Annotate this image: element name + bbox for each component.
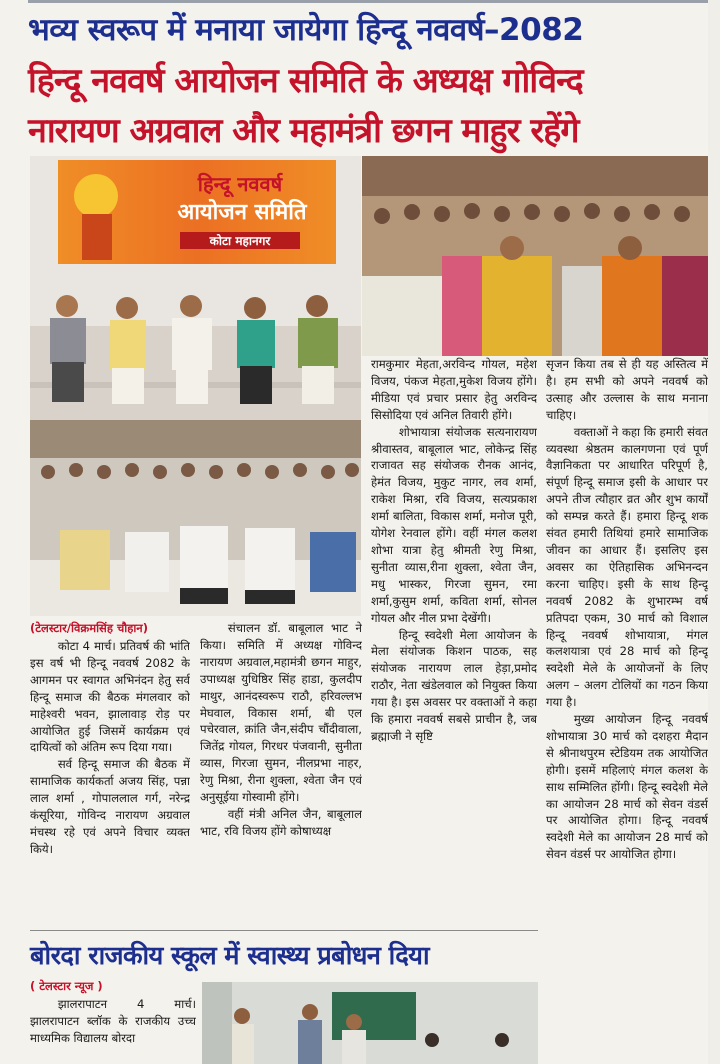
col1-para-1: कोटा 4 मार्च। प्रतिवर्ष की भांति इस वर्ष भी हिन्दू नववर्ष 2082 के आगमन पर स्वागत अभिनंदन हेतु सर्व हिन्दू समाज की बैठक मंगलवार को माहेश्वरी भवन, झालावाड़ रोड़ पर आयोजित हुई जिसमें कार्यक्रम एवं दायित्वों को अंतिम रूप दिया गया। xyxy=(30,639,190,755)
article-column-1 xyxy=(30,638,190,926)
col4-para-3: मुख्य आयोजन हिन्दू नववर्ष शोभायात्रा 30 मार्च को दशहरा मैदान से श्रीनाथपुरम स्टेडियम तक आयोजित होगी। इसमें महिलाएं मंगल कलश के साथ सम्मिलित होंगी। हिन्दू स्वदेशी मेले का आयोजन 28 मार्च को सेवन वंडर्स पर आयोजित होगा। हिन्दू नववर्ष स्वदेशी मेले का आयोजन 28 मार्च को सेवन वंडर्स पर आयोजित होगा। xyxy=(546,712,708,862)
banner-line1: हिन्दू नववर्ष xyxy=(197,172,283,196)
classroom-photo xyxy=(202,982,538,1064)
main-headline-line1: हिन्दू नववर्ष आयोजन समिति के अध्यक्ष गोविन्द xyxy=(28,61,583,101)
byline-text: (टेलस्टार/विक्रमसिंह चौहान) xyxy=(30,621,148,635)
classroom-photo-graphic xyxy=(202,982,538,1064)
audience-photo-women xyxy=(362,156,708,356)
col3-para-1: रामकुमार मेहता,अरविन्द गोयल, महेश विजय, पंकज मेहता,मुकेश विजय होंगे। मीडिया एवं प्रचार प्रसार हेतु अरविन्द सिसोदिया एवं अनिल तिवारी होंगे। xyxy=(371,357,537,422)
col4-para-1: सृजन किया तब से ही यह अस्तित्व में है। हम सभी को अपने नववर्ष को उत्साह और उल्लास के साथ मनाना चाहिए। xyxy=(546,357,708,422)
article-column-4 xyxy=(546,356,708,1056)
section-divider xyxy=(30,930,538,931)
banner-line3: कोटा महानगर xyxy=(180,232,300,249)
banner-line2: आयोजन समिति xyxy=(177,200,307,225)
audience-photo-women-graphic xyxy=(362,156,708,356)
col2-para-2: वहीं मंत्री अनिल जैन, बाबूलाल भाट, रवि विजय होंगे कोषाध्यक्ष xyxy=(200,806,362,838)
col3-para-2: शोभायात्रा संयोजक सत्यनारायण श्रीवास्तव, बाबूलाल भाट, लोकेन्द्र सिंह राजावत सह संयोजक रौनक आनंद, हेमंत विजय, मुकुट नागर, लव शर्मा, राकेश मिश्रा, रवि विजय, सत्यप्रकाश शर्मा बालिता, विकास शर्मा, मनोज पूरी, योगेश रेनवाल होंगे। वहीं मंगल कलश शोभा यात्रा हेतु श्रीमती रेणु मिश्रा, सुनीता व्यास,रीना शुक्ला, श्वेता जैन, मधु भास्कर, गिरजा सुमन, रमा शर्मा,कुसुम शर्मा, कविता शर्मा, सोनल गोयल और नील प्रभा देखेंगी। xyxy=(371,424,537,625)
kicker-headline: भव्य स्वरूप में मनाया जायेगा हिन्दू नववर्ष–2082 xyxy=(28,12,584,48)
audience-photo-men-graphic xyxy=(30,420,361,616)
main-headline-line2: नारायण अग्रवाल और महामंत्री छगन माहुर रहेंगे xyxy=(28,111,579,151)
article-column-2 xyxy=(200,620,362,926)
stage-photo xyxy=(30,156,361,420)
second-story-byline-text: ( टेलस्टार न्यूज ) xyxy=(30,979,103,993)
byline xyxy=(30,620,196,637)
second-story-byline xyxy=(30,978,196,995)
second-story-text xyxy=(30,996,196,1064)
adjacent-column-edge xyxy=(708,0,720,1064)
second-story-headline: बोरदा राजकीय स्कूल में स्वास्थ्य प्रबोधन दिया xyxy=(30,941,429,971)
article-column-3 xyxy=(371,356,537,926)
col2-para-1: संचालन डॉ. बाबूलाल भाट ने किया। समिति में अध्यक्ष गोविन्द नारायण अग्रवाल,महामंत्री छगन माहुर, उपाध्यक्ष युधिष्ठिर सिंह हाडा, कुलदीप माथुर, आनंदस्वरूप राठौ, हरिवल्लभ मेघवाल, विकास शर्मा, बी एल पचेरवाल, क्रांति जैन,संदीप चौंदीवाला, जितेंद्र गोयल, गिरधर पंजवानी, सुनीता व्यास, गिरजा सुमन, नीलप्रभा नाहर, रेणु मिश्रा, रीना शुक्ला, श्वेता जैन एवं अनुसूईया गोस्वामी होंगे। xyxy=(200,621,362,805)
col4-para-2: वक्ताओं ने कहा कि हमारी संवत व्यवस्था श्रेष्ठतम कालगणना एवं पूर्ण वैज्ञानिकता पर आधारित परिपूर्ण है, संपूर्ण हिन्दू समाज इसी के आधार पर अपने तीज त्यौहार व्रत और शुभ कार्यों को सम्पन्न करते हैं। हमारा हिन्दू शक संवत हमारी तिथियां हमारे सामाजिक जीवन का आधार हैं। इसलिए इस अवसर का ऐतिहासिक अभिनन्दन करना चाहिए। इसी के साथ हिन्दू नववर्ष 2082 के शुभारम्भ वर्ष प्रतिपदा एकम, 30 मार्च को विशाल हिन्दू नववर्ष शोभायात्रा, मंगल कलशयात्रा एवं 28 मार्च को हिन्दू स्वदेशी मेले के आयोजनों के लिए अलग – अलग टोलियों का गठन किया गया है। xyxy=(546,424,708,710)
audience-photo-men xyxy=(30,420,361,616)
col3-para-3: हिन्दू स्वदेशी मेला आयोजन के मेला संयोजक किशन पाठक, सह संयोजक नारायण लाल हेड़ा,प्रमोद राठौर, नेता खंडेलवाल को नियुक्त किया गया है। इस अवसर पर वक्ताओं ने कहा कि हमारा नववर्ष सबसे प्राचीन है, जब ब्रह्माजी ने सृष्टि xyxy=(371,627,537,743)
top-rule xyxy=(28,0,708,3)
col1-para-2: सर्व हिन्दू समाज की बैठक में सामाजिक कार्यकर्ता अजय सिंह, पन्ना लाल शर्मा , गोपाललाल गर्ग, नरेन्द्र कंसूरिया, गोविन्द नारायण अग्रवाल मंचस्थ रहे एवं अपने विचार व्यक्त किये। xyxy=(30,757,190,856)
second-story-para: झालरापाटन 4 मार्च। झालरापाटन ब्लॉक के राजकीय उच्च माध्यमिक विद्यालय बोरदा xyxy=(30,997,196,1045)
